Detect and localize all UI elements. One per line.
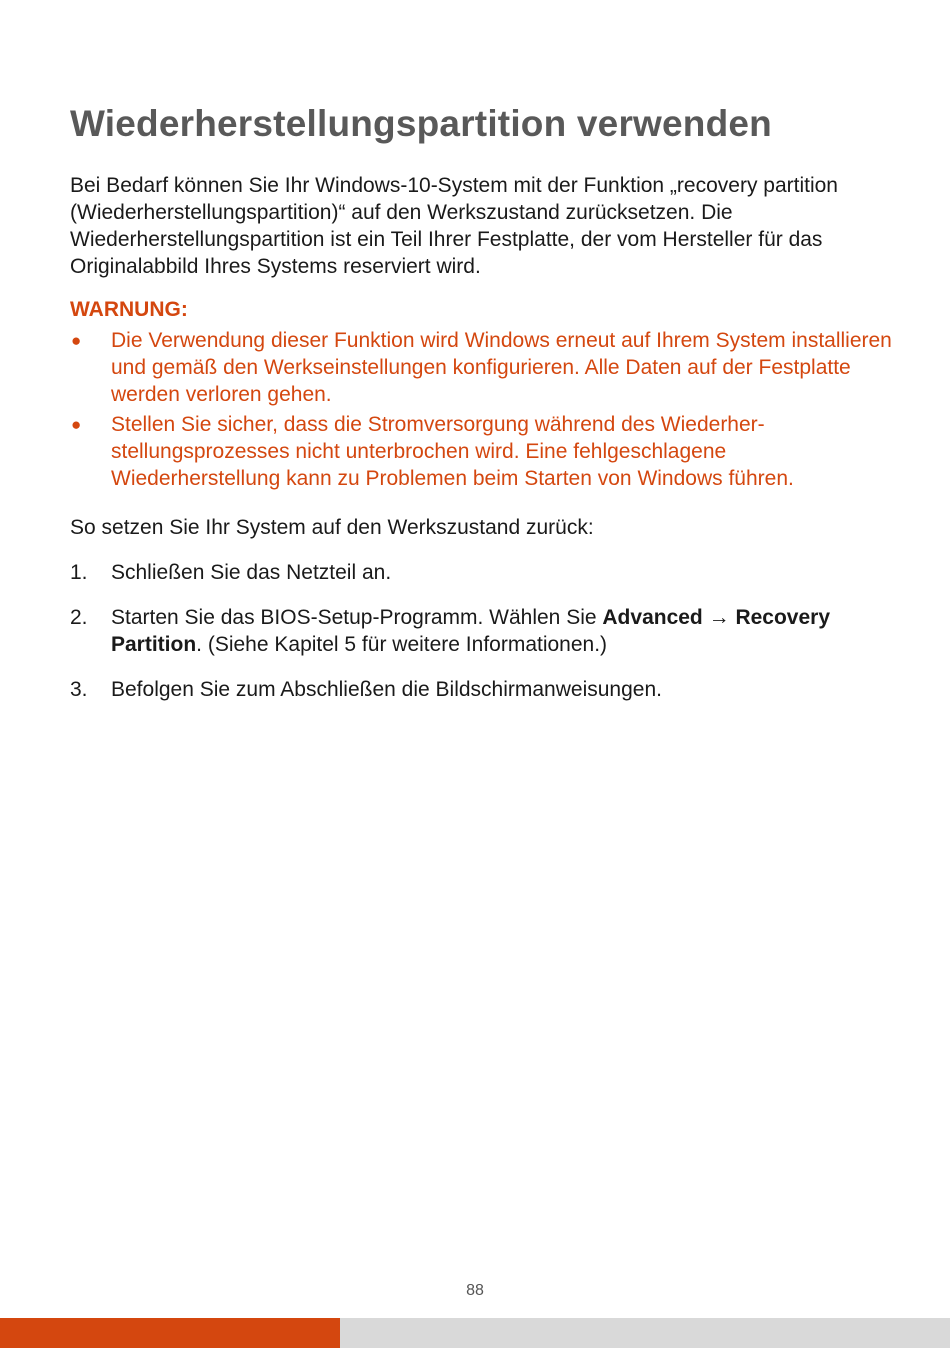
warning-list (70, 327, 900, 495)
step-number: 1. (70, 561, 88, 584)
steps-intro: So setzen Sie Ihr System auf den Werkszustand zurück: (70, 516, 594, 539)
footer-bar (0, 1318, 950, 1348)
intro-paragraph: Bei Bedarf können Sie Ihr Windows-10-System mit der Funktion „recovery partition (Wiederherstellungspartition)“ auf den Werkszustand zurücksetzen. Die Wiederherstellungspartition ist ein Teil Ihrer Festplatte, der vom Hersteller für das Originalabbild Ihres Systems reserviert wird. (70, 174, 838, 278)
bullet-icon: ● (71, 415, 82, 434)
menu-recovery-partition: Recovery Partition (111, 606, 830, 656)
step-item (70, 559, 900, 586)
warning-heading: WARNUNG: (70, 298, 188, 321)
step-item (70, 604, 900, 658)
step-item (70, 676, 900, 703)
arrow-right-icon: → (702, 606, 736, 629)
warning-item-text: Die Verwendung dieser Funktion wird Windows erneut auf Ihrem System installieren und gemäß den Werkseinstellungen konfigurieren. Alle Daten auf der Festplatte werden verloren gehen. (111, 329, 892, 406)
step-number: 2. (70, 606, 88, 629)
step-text-after: . (Siehe Kapitel 5 für weitere Informationen.) (196, 633, 608, 656)
menu-advanced: Advanced (602, 606, 703, 629)
step-number: 3. (70, 678, 88, 701)
warning-item (70, 411, 900, 492)
page-title: Wiederherstellungspartition verwenden (70, 103, 772, 144)
step-text: Schließen Sie das Netzteil an. (111, 561, 392, 584)
bullet-icon: ● (71, 331, 82, 350)
step-text (70, 604, 900, 658)
step-text-before: Starten Sie das BIOS-Setup-Programm. Wählen Sie (111, 606, 603, 629)
warning-item (70, 327, 900, 408)
page-number: 88 (466, 1282, 484, 1299)
footer-accent-bar (0, 1318, 340, 1348)
step-text: Befolgen Sie zum Abschließen die Bildschirmanweisungen. (111, 678, 662, 701)
warning-item-text: Stellen Sie sicher, dass die Stromversorgung während des Wiederher-stellungsprozesses nicht unterbrochen wird. Eine fehlgeschlagene Wiederherstellung kann zu Problemen beim Starten von Windows führen. (111, 413, 794, 490)
